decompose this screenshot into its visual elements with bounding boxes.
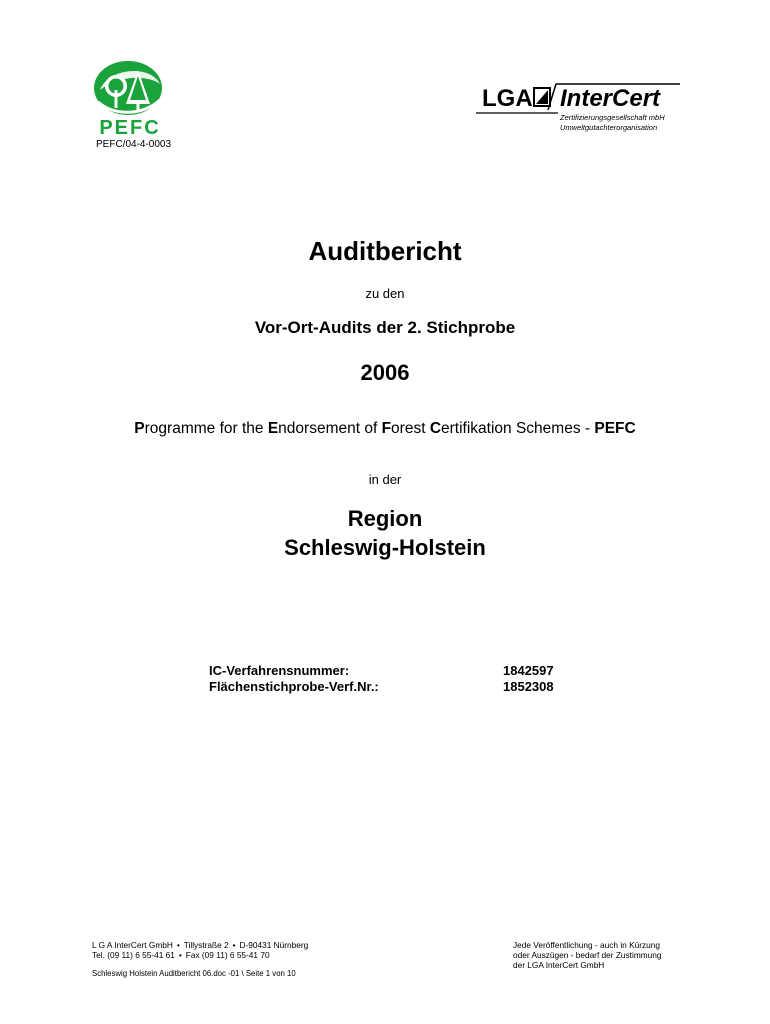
programme-initial-c: C [429,420,442,437]
footer-file-info: Schleswig Holstein Auditbericht 06.doc -01 \ Seite 1 von 10 [92,969,296,978]
page-title: Auditbericht [308,236,462,266]
lga-tagline-1: Zertifizierungsgesellschaft mbH [560,113,665,122]
footer-address [92,940,308,960]
region-line-2: Schleswig-Holstein [284,535,486,560]
audit-heading: Vor-Ort-Audits der 2. Stichprobe [254,318,516,337]
area-sample-label: Flächenstichprobe-Verf.Nr.: [209,679,379,694]
pefc-logo [90,58,170,138]
footer-city: D-90431 Nürnberg [239,940,309,950]
in-der: in der [368,472,402,487]
programme-text-2: ndorsement of [278,420,382,437]
programme-initial-e: E [267,420,279,437]
lga-tagline-2: Umweltgutachterorganisation [560,123,658,132]
ic-number-value: 1842597 [503,663,554,678]
footer-notice-line-2: oder Auszügen - bedarf der Zustimmung [513,950,662,960]
footer-notice-line-1: Jede Veröffentlichung - auch in Kürzung [513,940,660,950]
lga-brand-right: InterCert [560,85,661,112]
programme-line [0,420,770,438]
lga-intercert-logo [476,80,686,140]
pefc-code: PEFC/04-4-0003 [96,139,172,150]
footer-street: Tillystraße 2 [183,940,229,950]
ic-number-label: IC-Verfahrensnummer: [209,663,350,678]
footer-company: L G A InterCert GmbH [92,940,173,950]
year: 2006 [360,360,410,385]
bullet: • [178,950,182,960]
lga-brand-left: LGA [482,85,533,112]
pefc-logo-text: PEFC [99,117,161,138]
footer-notice-line-3: der LGA InterCert GmbH [513,960,605,970]
region-line-1: Region [347,506,423,531]
programme-initial-p: P [134,420,145,437]
programme-initial-f: F [381,420,392,437]
programme-pefc: PEFC [594,420,636,437]
footer-tel: Tel. (09 11) 6 55-41 61 [92,950,175,960]
footer-notice [513,940,662,970]
footer-fax: Fax (09 11) 6 55-41 70 [185,950,270,960]
programme-text-1: rogramme for the [144,420,268,437]
programme-text-3: orest [391,420,430,437]
bullet: • [176,940,180,950]
programme-text-4: ertifikation Schemes - [441,420,595,437]
area-sample-value: 1852308 [503,679,554,694]
subtitle: zu den [365,286,405,301]
bullet: • [232,940,236,950]
